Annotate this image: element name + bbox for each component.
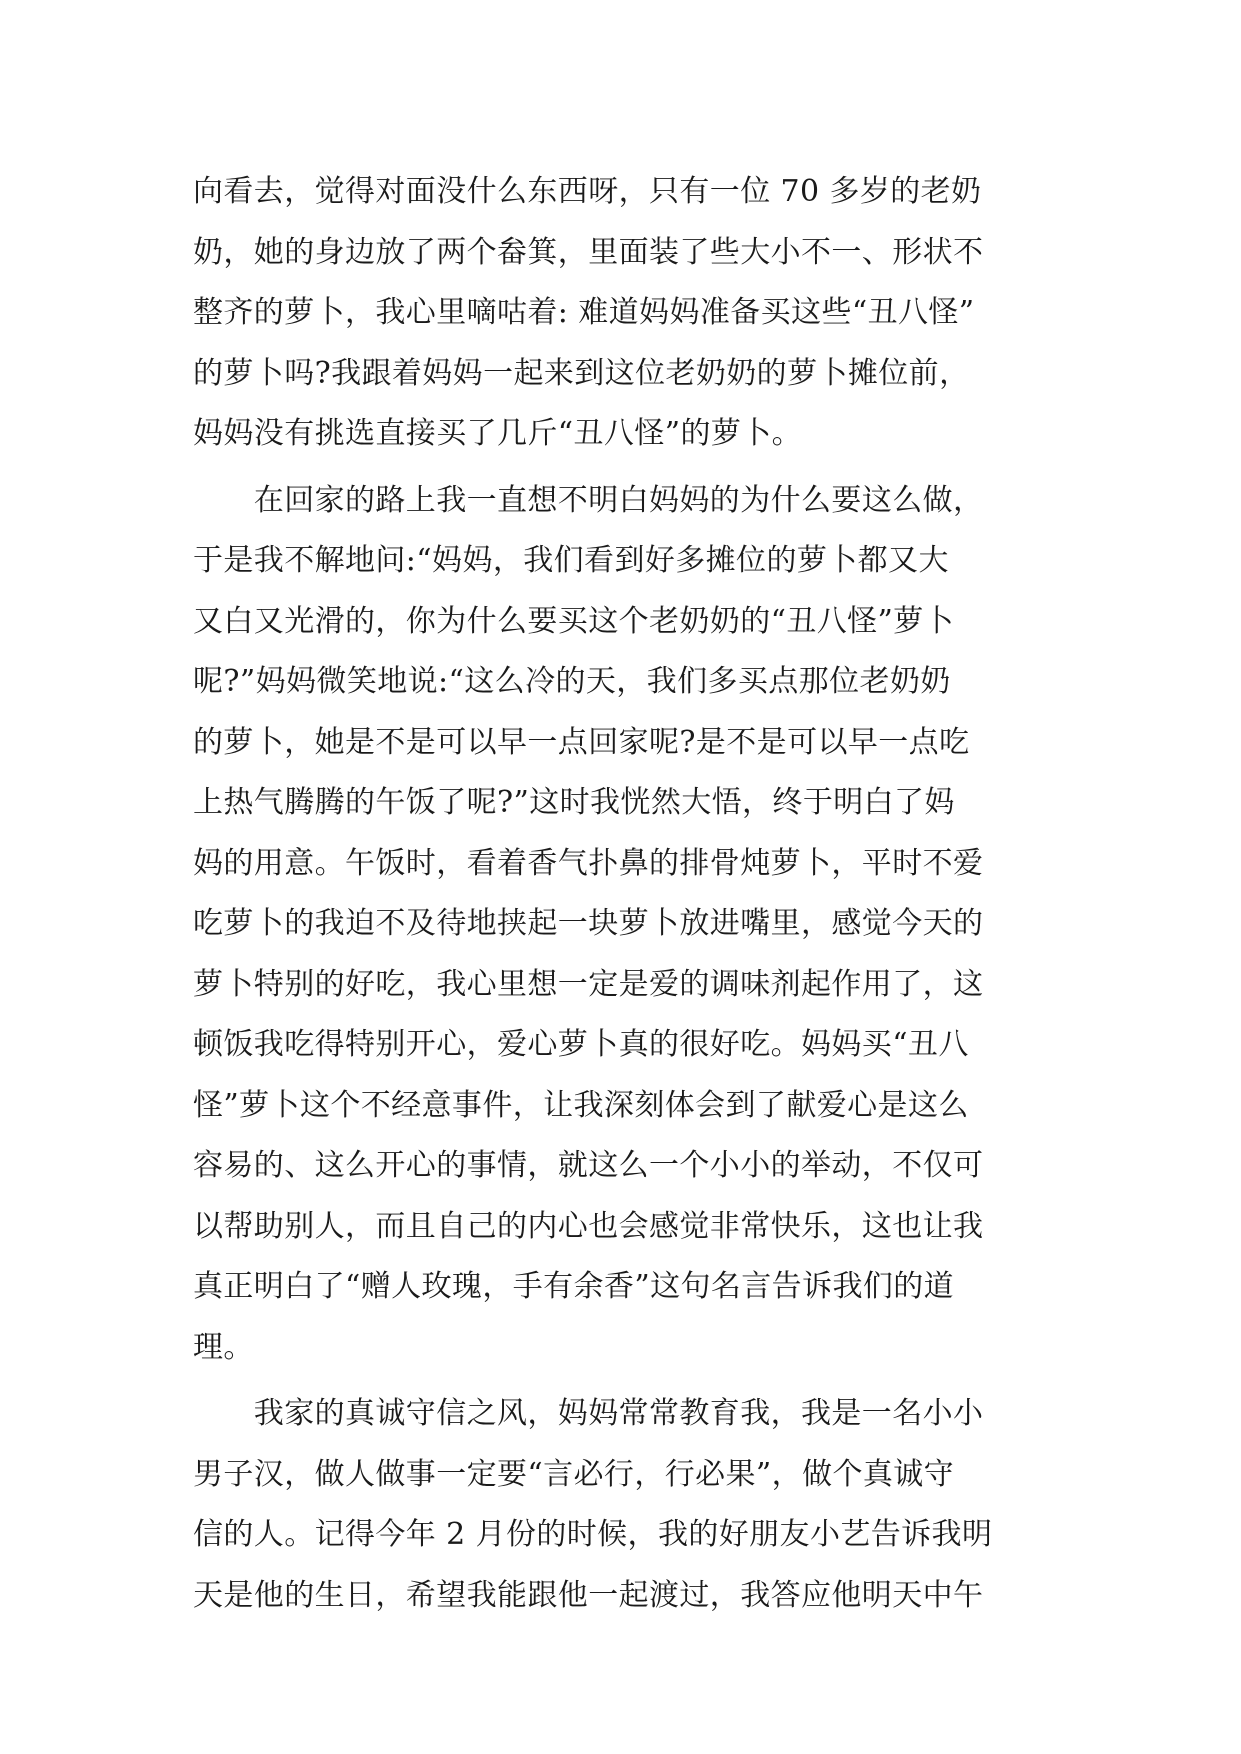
text-line: 奶，她的身边放了两个畚箕，里面装了些大小不一、形状不 — [193, 234, 984, 270]
text-line: 整齐的萝卜，我心里嘀咕着: 难道妈妈准备买这些“丑八怪” — [193, 295, 975, 330]
text-line: 于是我不解地问:“妈妈，我们看到好多摊位的萝卜都又大 — [193, 543, 949, 578]
text-line: 男子汉，做人做事一定要“言必行，行必果”，做个真诚守 — [193, 1456, 955, 1492]
text-line: 天是他的生日，希望我能跟他一起渡过，我答应他明天中午 — [193, 1577, 984, 1613]
text-line: 我家的真诚守信之风，妈妈常常教育我，我是一名小小 — [193, 1396, 984, 1431]
text-line: 萝卜特别的好吃，我心里想一定是爱的调味剂起作用了，这 — [193, 966, 984, 1002]
text-line: 顿饭我吃得特别开心，爱心萝卜真的很好吃。妈妈买“丑八 — [193, 1027, 969, 1062]
text-line: 妈妈没有挑选直接买了几斤“丑八怪”的萝卜。 — [193, 416, 803, 451]
text-line: 怪”萝卜这个不经意事件，让我深刻体会到了献爱心是这么 — [193, 1087, 969, 1123]
essay-body — [193, 162, 1053, 1626]
text-line: 上热气腾腾的午饭了呢?”这时我恍然大悟，终于明白了妈 — [193, 785, 955, 820]
text-line: 妈的用意。午饭时，看着香气扑鼻的排骨炖萝卜，平时不爱 — [193, 845, 984, 881]
text-line: 吃萝卜的我迫不及待地挟起一块萝卜放进嘴里，感觉今天的 — [193, 906, 984, 941]
text-line: 的萝卜吗?我跟着妈妈一起来到这位老奶奶的萝卜摊位前， — [193, 355, 970, 391]
text-line: 真正明白了“赠人玫瑰，手有余香”这句名言告诉我们的道 — [193, 1269, 955, 1304]
text-line: 容易的、这么开心的事情，就这么一个小小的举动，不仅可 — [193, 1148, 984, 1183]
text-line: 的萝卜，她是不是可以早一点回家呢?是不是可以早一点吃 — [193, 724, 970, 760]
text-line: 在回家的路上我一直想不明白妈妈的为什么要这么做， — [193, 482, 984, 518]
text-line: 又白又光滑的，你为什么要买这个老奶奶的“丑八怪”萝卜 — [193, 603, 955, 639]
text-line: 以帮助别人，而且自己的内心也会感觉非常快乐，这也让我 — [193, 1208, 984, 1244]
text-line: 向看去，觉得对面没什么东西呀，只有一位 70 多岁的老奶 — [193, 174, 982, 209]
text-line: 信的人。记得今年 2 月份的时候，我的好朋友小艺告诉我明 — [193, 1517, 993, 1552]
text-line: 呢?”妈妈微笑地说:“这么冷的天，我们多买点那位老奶奶 — [193, 664, 951, 699]
text-line: 理。 — [193, 1329, 254, 1365]
